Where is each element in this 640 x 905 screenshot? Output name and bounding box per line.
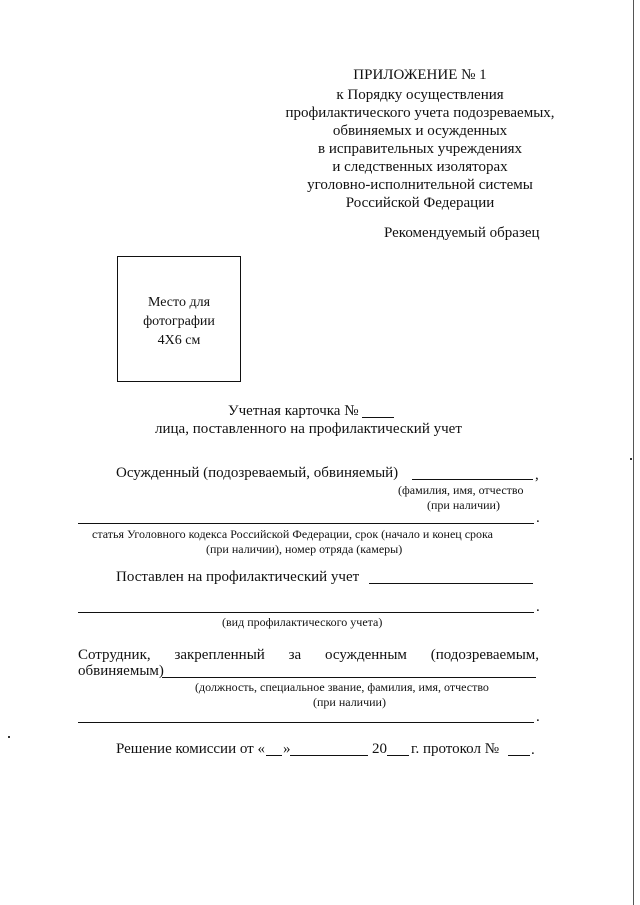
registration-type-field[interactable] [78, 612, 534, 613]
officer-word: Сотрудник, [78, 647, 151, 663]
period: . [536, 599, 540, 615]
officer-details-field[interactable] [162, 677, 536, 678]
comma: , [535, 467, 539, 483]
card-number-label: Учетная карточка № [228, 403, 359, 419]
period: . [536, 510, 540, 526]
header-line-4: в исправительных учреждениях [317, 141, 523, 157]
article-term-hint: статья Уголовного кодекса Российской Федерации, срок (начало и конец срока [92, 527, 494, 541]
officer-label-line-2: обвиняемым) [78, 663, 164, 679]
convict-name-hint-2: (при наличии) [427, 498, 500, 512]
decision-day-field[interactable] [266, 755, 282, 756]
recommended-sample-label: Рекомендуемый образец [384, 225, 540, 241]
article-term-hint-2: (при наличии), номер отряда (камеры) [206, 542, 403, 556]
card-number-field[interactable] [362, 417, 394, 418]
scan-speck [8, 736, 10, 738]
officer-details-hint-2: (при наличии) [313, 695, 386, 709]
registered-date-field[interactable] [369, 583, 533, 584]
scan-edge [633, 0, 634, 905]
officer-details-field-2[interactable] [78, 722, 534, 723]
officer-word: (подозреваемым, [430, 647, 540, 663]
card-subtitle: лица, поставленного на профилактический учет [155, 421, 462, 437]
registration-type-hint: (вид профилактического учета) [222, 615, 383, 629]
convict-label: Осужденный (подозреваемый, обвиняемый) [116, 465, 399, 481]
decision-month-field[interactable] [290, 755, 368, 756]
photo-line-3: 4Х6 см [157, 333, 201, 348]
convict-name-field[interactable] [412, 479, 533, 480]
decision-protocol-number-field[interactable] [508, 755, 530, 756]
header-line-6: уголовно-исполнительной системы [307, 177, 533, 193]
header-line-1: к Порядку осуществления [336, 87, 504, 103]
decision-year-field[interactable] [387, 755, 409, 756]
photo-line-1: Место для [147, 295, 211, 310]
convict-name-hint: (фамилия, имя, отчество [398, 483, 524, 497]
officer-details-hint: (должность, специальное звание, фамилия, имя, отчество [195, 680, 489, 694]
officer-word: осужденным [324, 647, 407, 663]
article-term-field[interactable] [78, 523, 534, 524]
header-line-5: и следственных изоляторах [332, 159, 508, 175]
officer-word: закрепленный [174, 647, 265, 663]
period: . [536, 709, 540, 725]
header-line-7: Российской Федерации [345, 195, 495, 211]
decision-quote-close: » [283, 741, 291, 757]
registered-label: Поставлен на профилактический учет [116, 569, 360, 585]
decision-label: Решение комиссии от « [116, 741, 265, 757]
scan-speck [630, 458, 632, 460]
photo-placeholder-text [118, 293, 240, 350]
header-line-2: профилактического учета подозреваемых, [285, 105, 555, 121]
period: . [531, 742, 535, 758]
appendix-title: ПРИЛОЖЕНИЕ № 1 [353, 67, 487, 83]
decision-protocol-label: г. протокол № [411, 741, 500, 757]
decision-year-prefix: 20 [372, 741, 387, 757]
photo-line-2: фотографии [143, 314, 215, 329]
photo-placeholder-box [117, 256, 241, 382]
header-line-3: обвиняемых и осужденных [332, 123, 508, 139]
officer-word: за [288, 647, 302, 663]
